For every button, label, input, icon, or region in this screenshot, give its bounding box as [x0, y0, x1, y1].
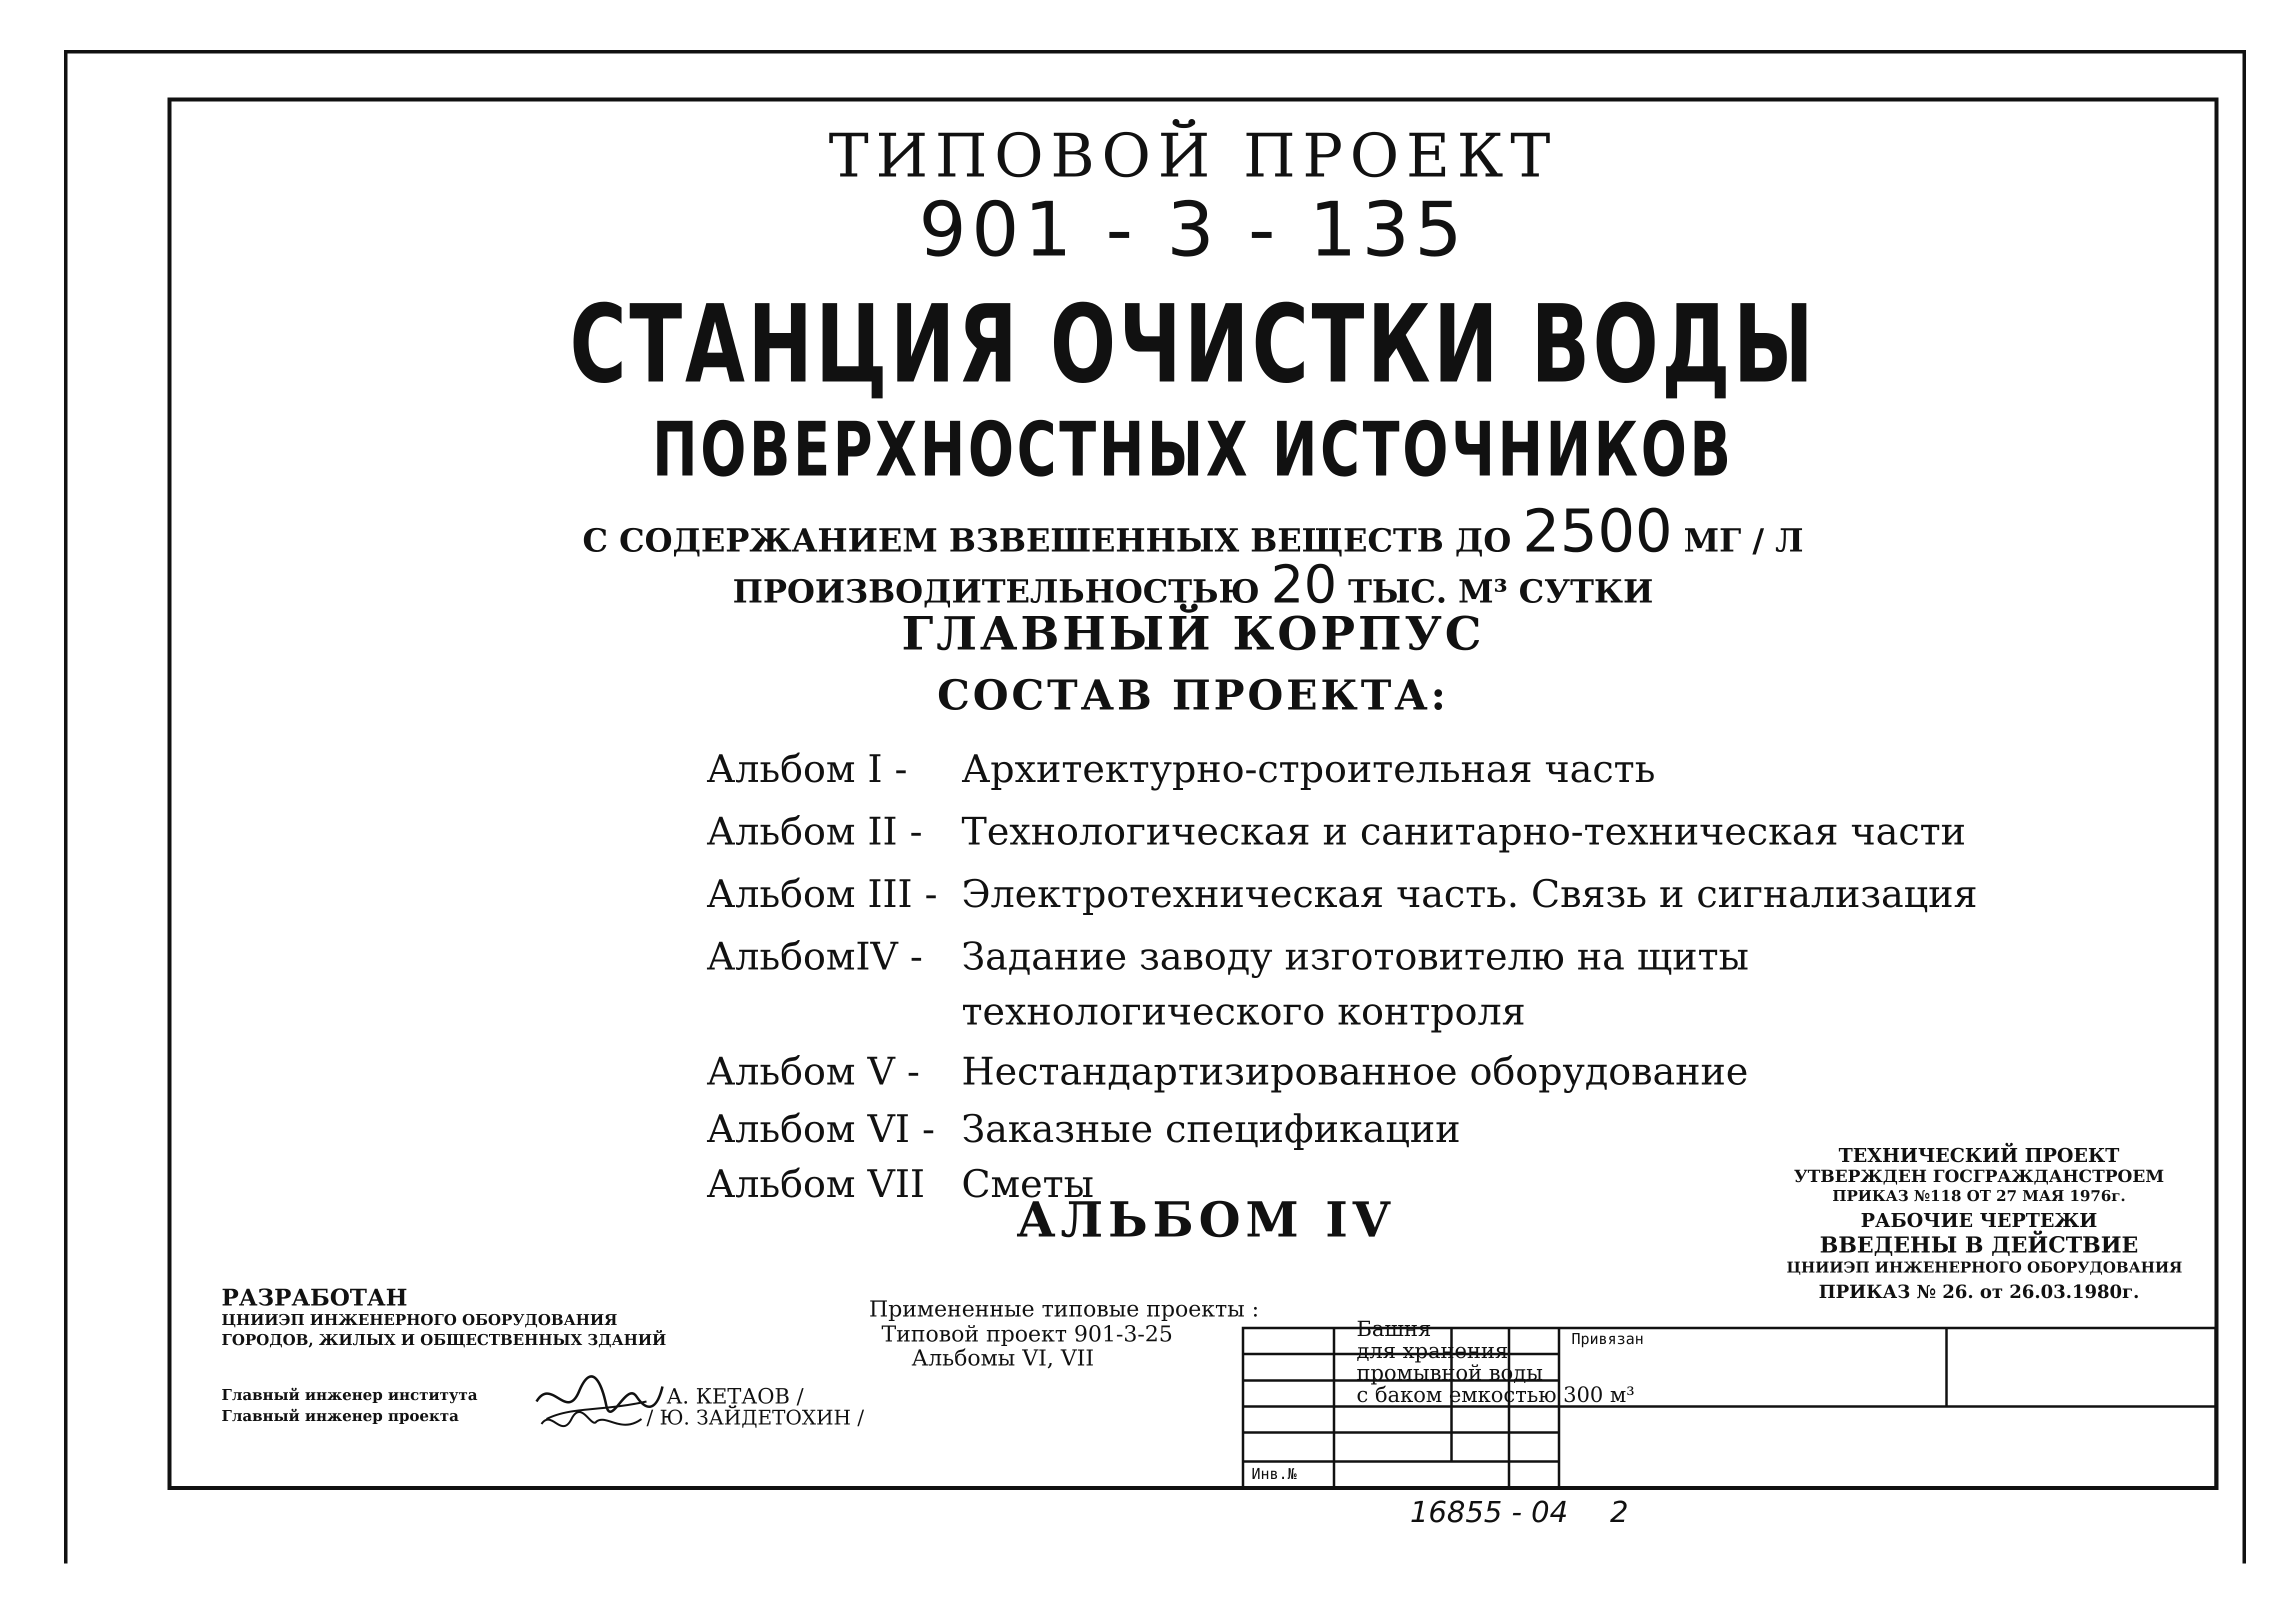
album-label: Альбом I -: [706, 746, 908, 791]
main-title: СТАНЦИЯ ОЧИСТКИ ВОДЫ: [570, 282, 1816, 407]
inventory-number-label: Инв.№: [1252, 1466, 1297, 1483]
album-row-4: [706, 934, 1749, 978]
approval-line-4: РАБОЧИЕ ЧЕРТЕЖИ: [1860, 1209, 2098, 1232]
album-row-5: [706, 1049, 1748, 1094]
content-line-value: 2500: [1522, 496, 1673, 566]
album-row-1: [706, 746, 1656, 791]
album-row-4-cont: [706, 989, 1526, 1034]
signature-2: [536, 1404, 646, 1444]
developer-org-1: ЦНИИЭП ИНЖЕНЕРНОГО ОБОРУДОВАНИЯ: [222, 1312, 618, 1329]
approval-line-1: ТЕХНИЧЕСКИЙ ПРОЕКТ: [1838, 1144, 2120, 1166]
album-desc: Нестандартизированное оборудование: [962, 1049, 1748, 1094]
album-label: Альбом VII: [706, 1162, 925, 1206]
chief-engineer-institute-role: Главный инженер института: [222, 1386, 478, 1404]
applied-albums-line: Альбомы VI, VII: [912, 1346, 1094, 1371]
applied-desc-2: для хранения: [1356, 1338, 1508, 1363]
album-label: Альбом VI -: [706, 1106, 935, 1151]
applied-desc-3: промывной воды: [1356, 1360, 1543, 1385]
album-desc: Электротехническая часть. Связь и сигнализация: [962, 872, 1978, 916]
content-line-text: С СОДЕРЖАНИЕМ ВЗВЕШЕННЫХ ВЕЩЕСТВ ДО: [582, 522, 1512, 560]
capacity-line: [172, 554, 2214, 615]
project-number: 901 - 3 - 135: [918, 186, 1468, 274]
album-label: Альбом III -: [706, 872, 938, 916]
drawing-frame: [168, 98, 2218, 1490]
album-desc: Архитектурно-строительная часть: [962, 746, 1656, 791]
album-desc: Задание заводу изготовителю на щиты: [962, 934, 1749, 978]
project-type-heading: ТИПОВОЙ ПРОЕКТ: [828, 122, 1558, 191]
building-title: ГЛАВНЫЙ КОРПУС: [902, 606, 1484, 660]
approval-line-5: ВВЕДЕНЫ В ДЕЙСТВИЕ: [1820, 1232, 2138, 1258]
title-block-table: [1242, 1326, 2219, 1492]
chief-engineer-project-role: Главный инженер проекта: [222, 1408, 459, 1425]
chief-engineer-institute-name: А. КЕТАОВ /: [666, 1384, 804, 1408]
album-label: Альбом V -: [706, 1049, 920, 1094]
approval-line-7: ПРИКАЗ № 26. от 26.03.1980г.: [1818, 1282, 2140, 1302]
capacity-line-value: 20: [1270, 554, 1337, 615]
developer-org-2: ГОРОДОВ, ЖИЛЫХ И ОБЩЕСТВЕННЫХ ЗДАНИЙ: [222, 1332, 666, 1349]
capacity-line-text: ПРОИЗВОДИТЕЛЬНОСТЬЮ: [732, 573, 1260, 610]
document-number: 16855 - 04: [1410, 1495, 1568, 1529]
album-desc: Сметы: [962, 1162, 1094, 1206]
album-label: Альбом II -: [706, 809, 922, 854]
capacity-line-unit: ТЫС. М³ СУТКИ: [1348, 573, 1654, 610]
album-row-2: [706, 809, 1966, 854]
approval-line-3: ПРИКАЗ №118 ОТ 27 МАЯ 1976г.: [1832, 1188, 2126, 1205]
approval-line-6: ЦНИИЭП ИНЖЕНЕРНОГО ОБОРУДОВАНИЯ: [1786, 1259, 2182, 1276]
composition-heading: СОСТАВ ПРОЕКТА:: [937, 672, 1449, 720]
applied-desc-1: Башня: [1356, 1316, 1432, 1341]
developer-heading: РАЗРАБОТАН: [222, 1284, 408, 1311]
content-line-unit: МГ / Л: [1684, 522, 1804, 560]
album-desc: технологического контроля: [962, 989, 1526, 1034]
chief-engineer-project-name: / Ю. ЗАЙДЕТОХИН /: [646, 1406, 864, 1430]
album-label: АльбомIV -: [706, 934, 923, 978]
applied-project-line: Типовой проект 901-3-25: [882, 1322, 1173, 1347]
applied-heading: Примененные типовые проекты :: [869, 1296, 1260, 1322]
album-row-3: [706, 872, 1978, 916]
applied-desc-4: с баком емкостью 300 м³: [1356, 1382, 1635, 1407]
album-row-6: [706, 1106, 1460, 1151]
current-album-label: АЛЬБОМ IV: [1016, 1192, 1396, 1248]
bound-label: Привязан: [1572, 1330, 1644, 1348]
approval-line-2: УТВЕРЖДЕН ГОСГРАЖДАНСТРОЕМ: [1794, 1166, 2164, 1186]
subtitle: ПОВЕРХНОСТНЫХ ИСТОЧНИКОВ: [652, 406, 1734, 494]
album-desc: Заказные спецификации: [962, 1106, 1461, 1151]
album-desc: Технологическая и санитарно-техническая части: [962, 809, 1966, 854]
page-number: 2: [1610, 1495, 1628, 1529]
